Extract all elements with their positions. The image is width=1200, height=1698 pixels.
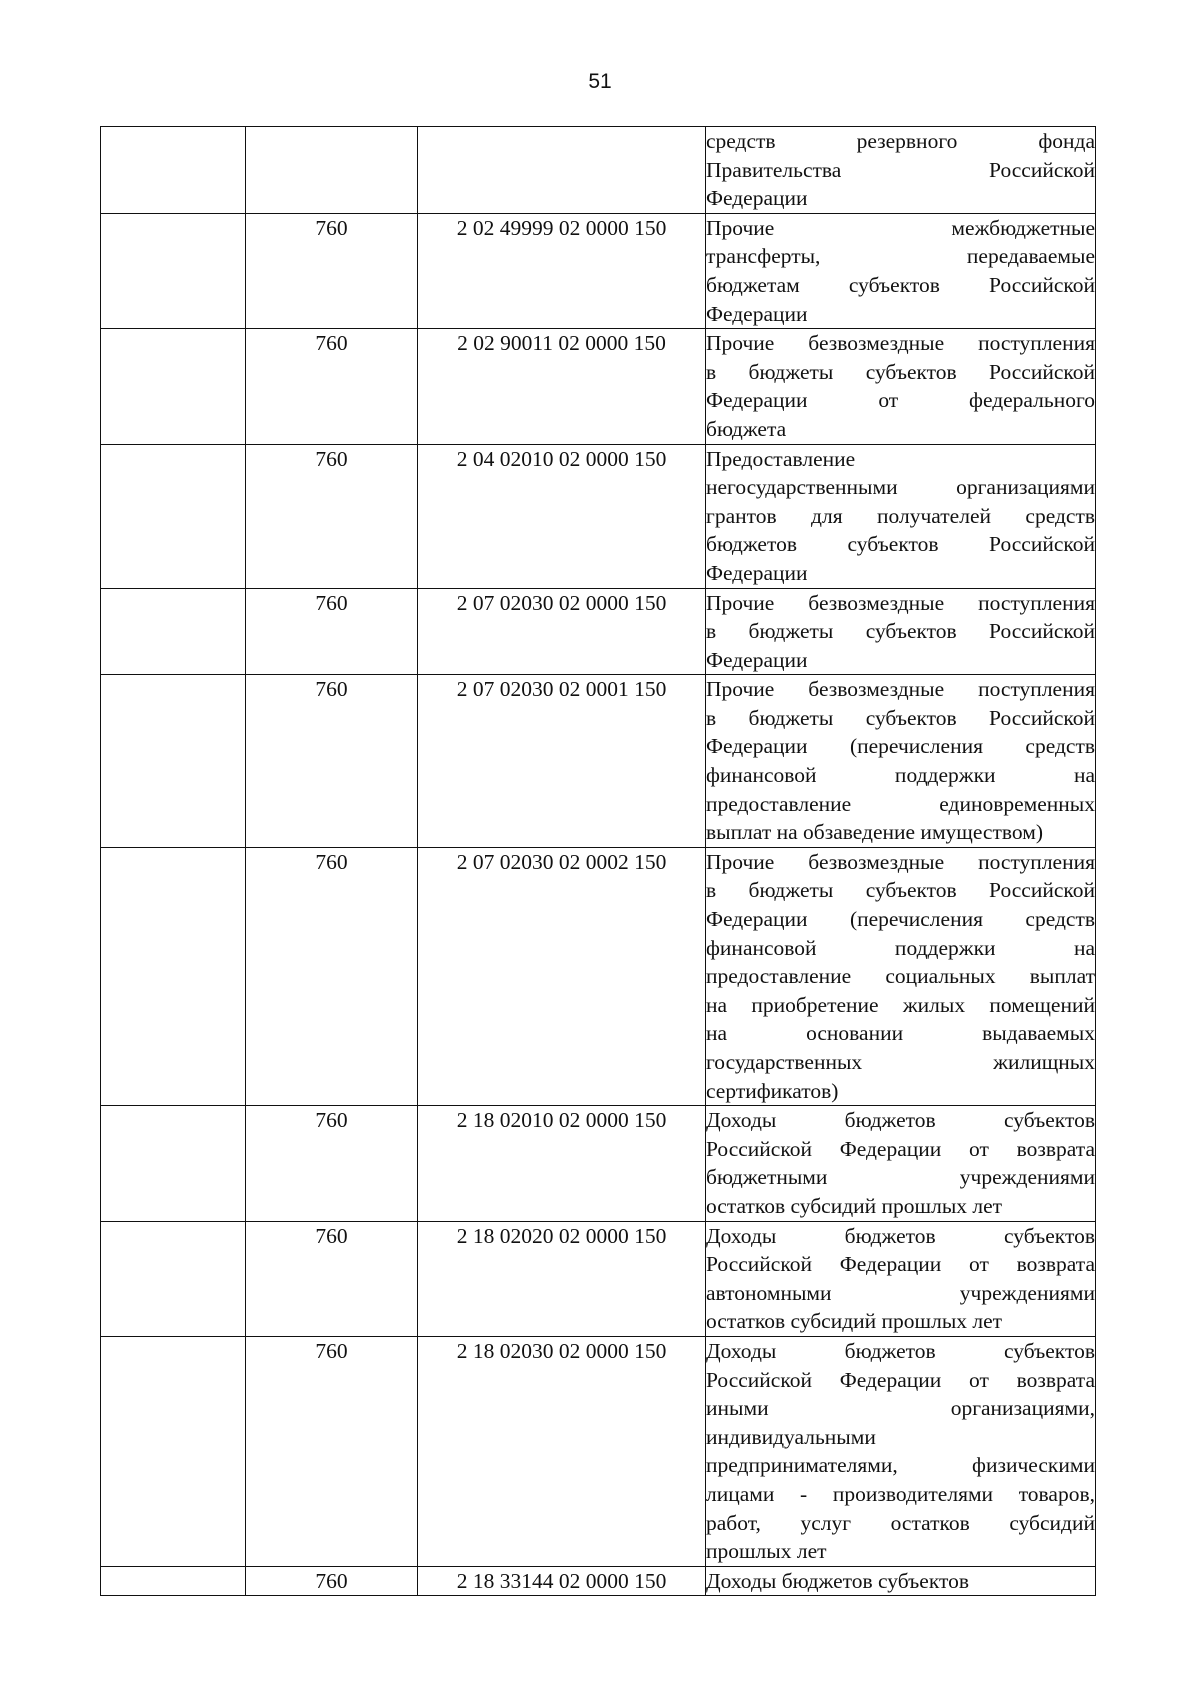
description-line: на приобретение жилых помещений bbox=[706, 992, 1095, 1017]
description-line: сертификатов) bbox=[706, 1078, 839, 1103]
description-line: бюджетов субъектов Российской bbox=[706, 532, 1095, 557]
description-line: прошлых лет bbox=[706, 1539, 827, 1564]
description-line: на основании выдаваемых bbox=[706, 1021, 1095, 1046]
description-line: Прочие безвозмездные поступления bbox=[706, 849, 1095, 874]
budget-code-cell: 2 18 33144 02 0000 150 bbox=[418, 1566, 706, 1596]
description-line: Предоставление bbox=[706, 446, 856, 471]
table-row bbox=[101, 329, 1096, 444]
description-line: остатков субсидий прошлых лет bbox=[706, 1309, 1003, 1334]
table-row bbox=[101, 847, 1096, 1105]
budget-code-cell: 2 02 90011 02 0000 150 bbox=[418, 329, 706, 444]
description-cell bbox=[706, 444, 1096, 588]
description-line: в бюджеты субъектов Российской bbox=[706, 878, 1095, 903]
empty-cell bbox=[101, 213, 246, 328]
empty-cell bbox=[101, 329, 246, 444]
table-row bbox=[101, 213, 1096, 328]
table-row bbox=[101, 1221, 1096, 1336]
description-line: Доходы бюджетов субъектов bbox=[706, 1223, 1095, 1248]
description-cell bbox=[706, 213, 1096, 328]
description-line: Федерации bbox=[706, 560, 808, 585]
admin-code-cell: 760 bbox=[246, 1566, 418, 1596]
description-line: государственных жилищных bbox=[706, 1050, 1095, 1074]
description-line: в бюджеты субъектов Российской bbox=[706, 705, 1095, 730]
description-line: Федерации от федерального bbox=[706, 388, 1095, 413]
admin-code-cell: 760 bbox=[246, 329, 418, 444]
description-line: негосударственными организациями bbox=[706, 475, 1095, 500]
description-line: Российской Федерации от возврата bbox=[706, 1136, 1095, 1161]
description-line: иными организациями, bbox=[706, 1396, 1095, 1421]
table-row bbox=[101, 1336, 1096, 1566]
description-line: выплат на обзаведение имуществом) bbox=[706, 820, 1043, 845]
description-line: предоставление социальных выплат bbox=[706, 964, 1095, 989]
description-line: бюджета bbox=[706, 416, 787, 441]
description-line: в бюджеты субъектов Российской bbox=[706, 359, 1095, 384]
budget-code-cell: 2 07 02030 02 0001 150 bbox=[418, 675, 706, 848]
description-cell bbox=[706, 127, 1096, 214]
description-line: трансферты, передаваемые bbox=[706, 244, 1095, 269]
admin-code-cell: 760 bbox=[246, 444, 418, 588]
table-row bbox=[101, 127, 1096, 214]
description-cell bbox=[706, 329, 1096, 444]
description-line: бюджетам субъектов Российской bbox=[706, 272, 1095, 297]
description-line: предоставление единовременных bbox=[706, 791, 1095, 816]
description-cell bbox=[706, 847, 1096, 1105]
page-number: 51 bbox=[588, 70, 612, 93]
description-line: остатков субсидий прошлых лет bbox=[706, 1193, 1003, 1218]
table-body bbox=[101, 127, 1096, 1596]
description-line: Доходы бюджетов субъектов bbox=[706, 1108, 1095, 1133]
description-cell bbox=[706, 1566, 1096, 1596]
admin-code-cell bbox=[246, 127, 418, 214]
budget-code-cell bbox=[418, 127, 706, 214]
empty-cell bbox=[101, 127, 246, 214]
description-line: Доходы бюджетов субъектов bbox=[706, 1338, 1095, 1363]
description-line: финансовой поддержки на bbox=[706, 763, 1095, 788]
description-line: Федерации (перечисления средств bbox=[706, 907, 1095, 932]
description-line: бюджетными учреждениями bbox=[706, 1165, 1095, 1190]
admin-code-cell: 760 bbox=[246, 675, 418, 848]
budget-code-cell: 2 02 49999 02 0000 150 bbox=[418, 213, 706, 328]
description-cell bbox=[706, 675, 1096, 848]
budget-code-cell: 2 18 02010 02 0000 150 bbox=[418, 1106, 706, 1221]
description-line: лицами - производителями товаров, bbox=[706, 1481, 1095, 1506]
admin-code-cell: 760 bbox=[246, 1221, 418, 1336]
description-line: грантов для получателей средств bbox=[706, 503, 1095, 528]
description-line: Российской Федерации от возврата bbox=[706, 1252, 1095, 1277]
empty-cell bbox=[101, 675, 246, 848]
description-line: Доходы бюджетов субъектов bbox=[706, 1568, 970, 1593]
budget-code-cell: 2 07 02030 02 0000 150 bbox=[418, 588, 706, 675]
description-cell bbox=[706, 588, 1096, 675]
description-line: предпринимателями, физическими bbox=[706, 1453, 1095, 1478]
description-line: Федерации bbox=[706, 186, 808, 211]
admin-code-cell: 760 bbox=[246, 847, 418, 1105]
description-line: автономными учреждениями bbox=[706, 1280, 1095, 1305]
budget-code-cell: 2 07 02030 02 0002 150 bbox=[418, 847, 706, 1105]
description-cell bbox=[706, 1336, 1096, 1566]
admin-code-cell: 760 bbox=[246, 213, 418, 328]
table-row bbox=[101, 1106, 1096, 1221]
empty-cell bbox=[101, 1336, 246, 1566]
budget-code-cell: 2 18 02030 02 0000 150 bbox=[418, 1336, 706, 1566]
empty-cell bbox=[101, 847, 246, 1105]
empty-cell bbox=[101, 1106, 246, 1221]
description-line: индивидуальными bbox=[706, 1424, 876, 1449]
description-line: Прочие межбюджетные bbox=[706, 215, 1095, 240]
description-line: Федерации bbox=[706, 301, 808, 326]
description-line: в бюджеты субъектов Российской bbox=[706, 619, 1095, 644]
empty-cell bbox=[101, 588, 246, 675]
description-line: Прочие безвозмездные поступления bbox=[706, 590, 1095, 615]
table-row bbox=[101, 444, 1096, 588]
description-line: Правительства Российской bbox=[706, 157, 1095, 182]
empty-cell bbox=[101, 1566, 246, 1596]
table-row bbox=[101, 588, 1096, 675]
description-line: средств резервного фонда bbox=[706, 129, 1095, 153]
description-line: финансовой поддержки на bbox=[706, 935, 1095, 960]
description-cell bbox=[706, 1106, 1096, 1221]
table-row bbox=[101, 675, 1096, 848]
description-line: Российской Федерации от возврата bbox=[706, 1367, 1095, 1392]
budget-code-cell: 2 18 02020 02 0000 150 bbox=[418, 1221, 706, 1336]
description-line: Федерации (перечисления средств bbox=[706, 734, 1095, 759]
admin-code-cell: 760 bbox=[246, 588, 418, 675]
budget-code-cell: 2 04 02010 02 0000 150 bbox=[418, 444, 706, 588]
admin-code-cell: 760 bbox=[246, 1106, 418, 1221]
admin-code-cell: 760 bbox=[246, 1336, 418, 1566]
description-line: Прочие безвозмездные поступления bbox=[706, 677, 1095, 702]
description-line: Прочие безвозмездные поступления bbox=[706, 331, 1095, 356]
description-line: работ, услуг остатков субсидий bbox=[706, 1510, 1095, 1535]
empty-cell bbox=[101, 444, 246, 588]
table-row bbox=[101, 1566, 1096, 1596]
description-cell bbox=[706, 1221, 1096, 1336]
description-line: Федерации bbox=[706, 647, 808, 672]
revenue-codes-table bbox=[100, 126, 1096, 1596]
empty-cell bbox=[101, 1221, 246, 1336]
